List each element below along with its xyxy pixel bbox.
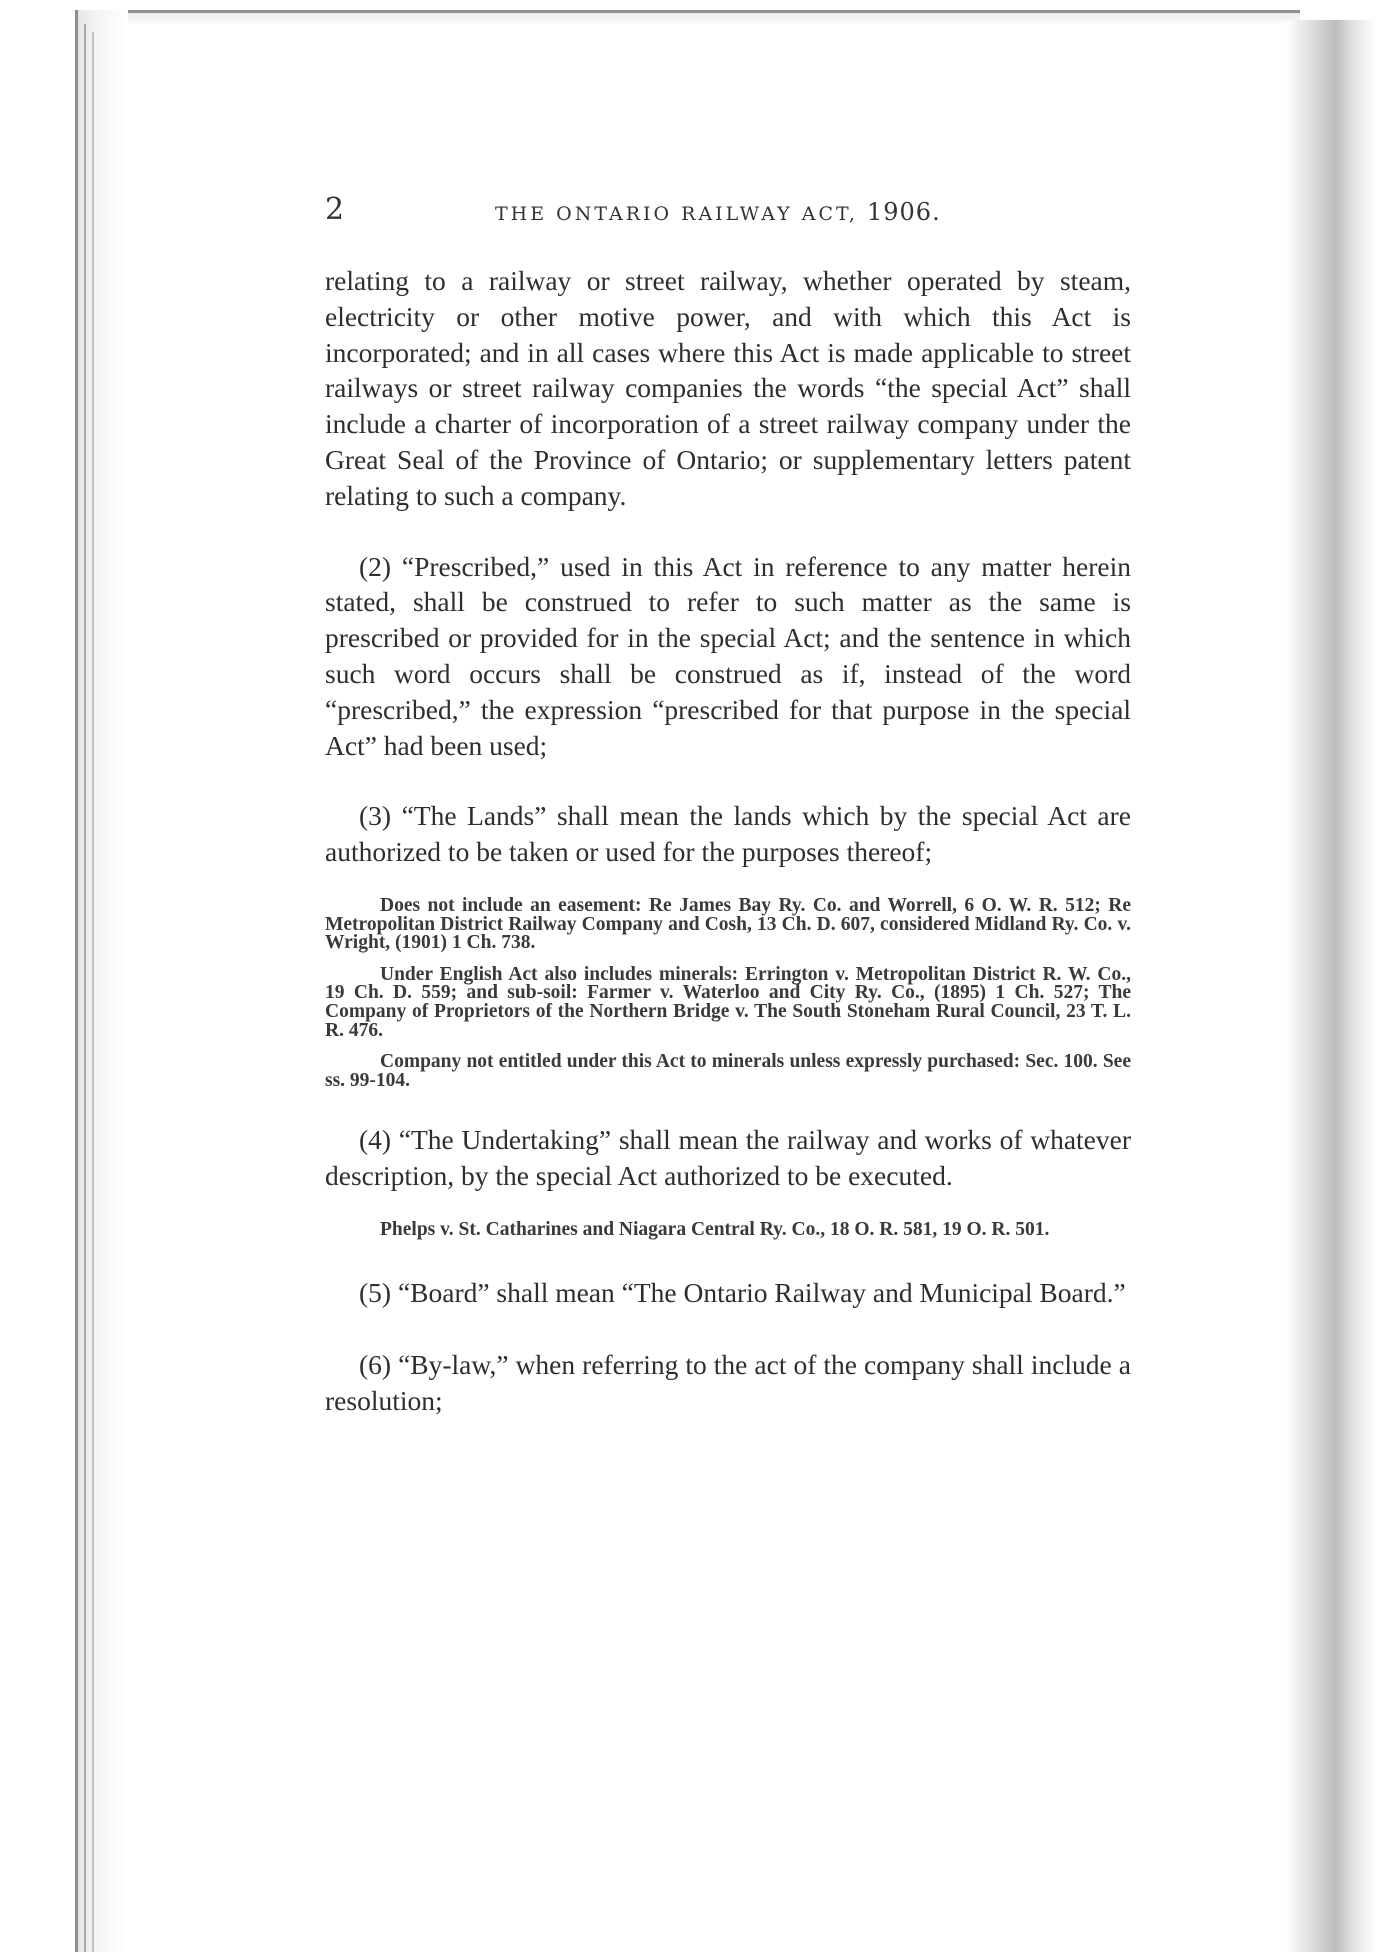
page-content bbox=[325, 192, 1131, 1419]
paragraph-1: relating to a railway or street railway, whether operated by steam, electricity or other motive power, and with which this Act is incorporated; and in all cases where this Act is made applicable to street railways or street railway companies the words “the special Act” shall include a charter of incorporation of a street railway company under the Great Seal of the Province of Ontario; or supplementary letters patent relating to such a company. bbox=[325, 265, 1131, 511]
page-gutter-shadow bbox=[1286, 20, 1376, 1952]
page-edge-top bbox=[75, 10, 1300, 25]
note-3b-minerals: Under English Act also includes minerals: Errington v. Metropolitan District R. W. Co., 19 Ch. D. 559; and sub-soil: Farmer v. Waterloo and City Ry. Co., (1895) 1 Ch. 527; The Company of Proprietors of the Northern Bridge v. The South Stoneham Rural Council, 23 T. L. R. 476. bbox=[325, 963, 1131, 1041]
paragraph-2-prescribed: (2) “Prescribed,” used in this Act in reference to any matter herein stated, shall be construed to refer to such matter as the same is prescribed or provided for in the special Act; and the sentence in which such word occurs shall be construed as if, instead of the word “prescribed,” the expression “prescribed for that purpose in the special Act” had been used; bbox=[325, 550, 1131, 761]
paragraph-3-lands: (3) “The Lands” shall mean the lands which by the special Act are authorized to be taken or used for the purposes thereof; bbox=[325, 800, 1131, 868]
note-4-phelps: Phelps v. St. Catharines and Niagara Central Ry. Co., 18 O. R. 581, 19 O. R. 501. bbox=[380, 1218, 1050, 1240]
running-head bbox=[325, 192, 1131, 232]
running-title-year: 1906. bbox=[866, 198, 941, 226]
note-3a-easement: Does not include an easement: Re James Bay Ry. Co. and Worrell, 6 O. W. R. 512; Re Metropolitan District Railway Company and Cosh, 13 Ch. D. 607, considered Midland Ry. Co. v. Wright, (1901) 1 Ch. 738. bbox=[325, 894, 1131, 954]
paragraph-4-undertaking: (4) “The Undertaking” shall mean the railway and works of whatever description, by the special Act authorized to be executed. bbox=[325, 1124, 1131, 1192]
page-number: 2 bbox=[325, 192, 345, 227]
note-3c-company: Company not entitled under this Act to minerals unless expressly purchased: Sec. 100. See ss. 99-104. bbox=[325, 1051, 1131, 1091]
running-title-text: THE ONTARIO RAILWAY ACT, bbox=[495, 203, 858, 225]
paragraph-5-board: (5) “Board” shall mean “The Ontario Railway and Municipal Board.” bbox=[359, 1277, 1126, 1309]
page-edge-left bbox=[75, 10, 128, 1952]
running-title bbox=[495, 198, 941, 226]
paragraph-6-bylaw: (6) “By-law,” when referring to the act of the company shall include a resolution; bbox=[325, 1349, 1131, 1417]
